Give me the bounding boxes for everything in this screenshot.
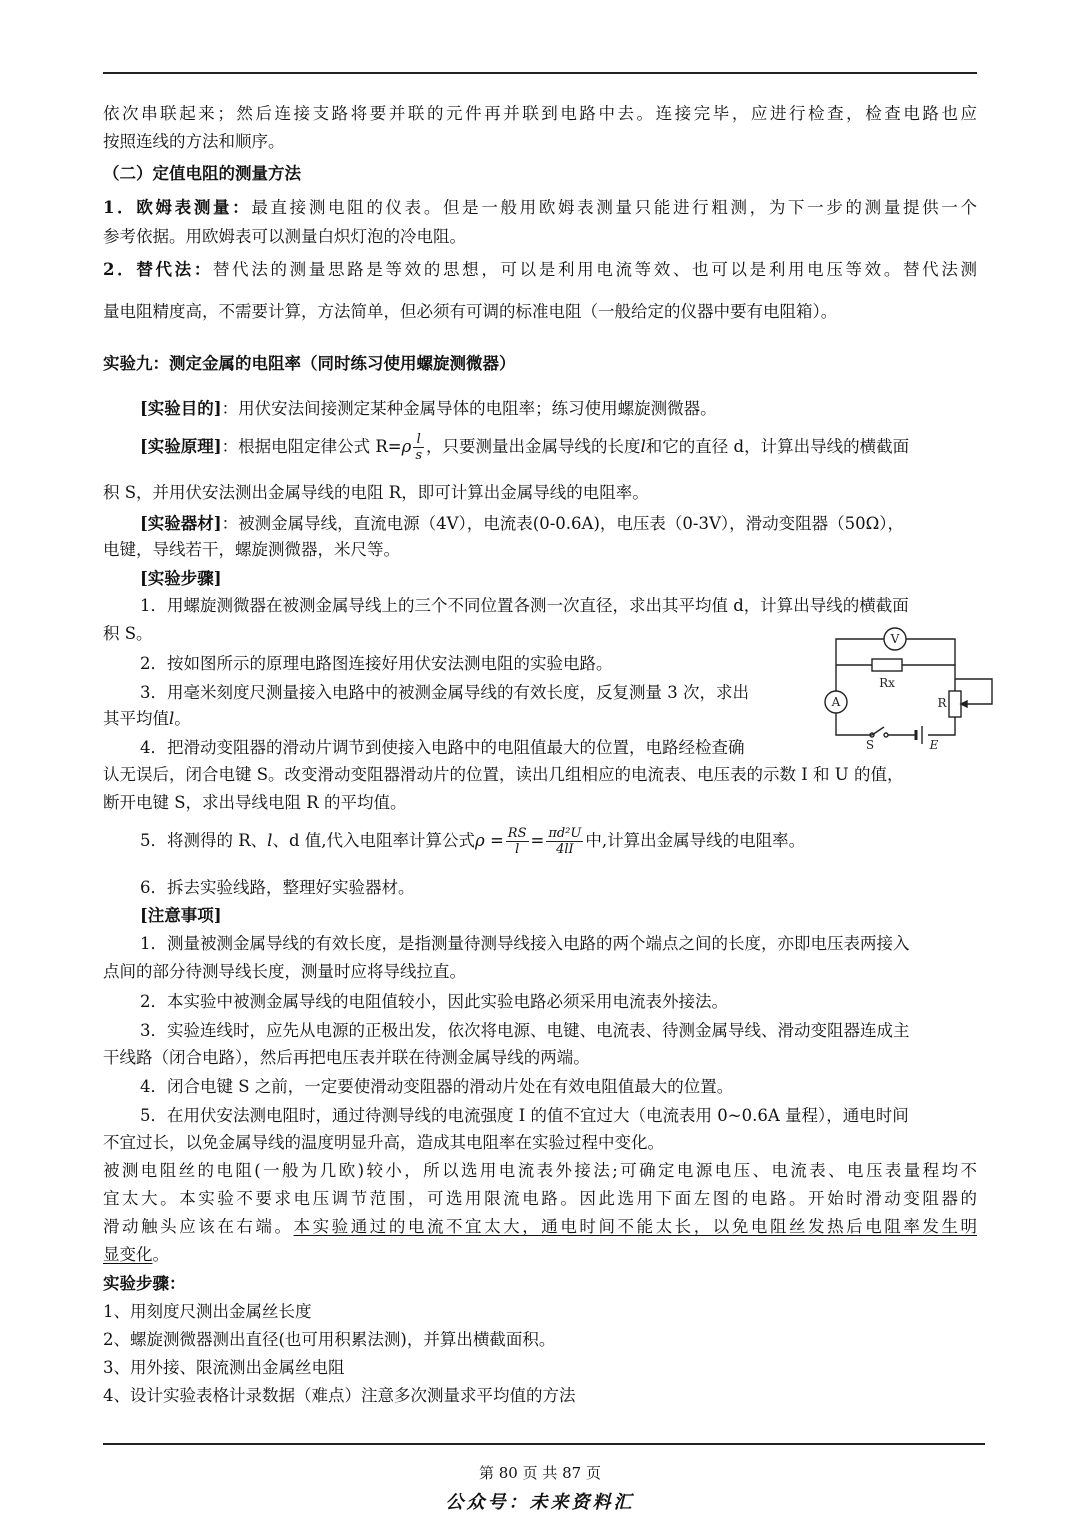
resistivity-formula: $\frac{RS}{l}$: [507, 826, 527, 857]
paragraph-line: 其平均值l。: [103, 709, 191, 728]
paragraph-line: 积 S。: [103, 624, 153, 643]
ammeter-label: A: [831, 695, 841, 709]
paragraph-line: 积 S，并用伏安法测出金属导线的电阻 R，即可计算出金属导线的电阻率。: [103, 483, 649, 502]
list-item: 2、螺旋测微器测出直径(也可用积累法测)，并算出横截面积。: [103, 1330, 556, 1349]
paragraph-line: 宜太大。本实验不要求电压调节范围，可选用限流电路。因此选用下面左图的电路。开始时滑动变阻器的: [103, 1189, 977, 1208]
paragraph-line: 不宜过长，以免金属导线的温度明显升高，造成其电阻率在实验过程中变化。: [103, 1133, 664, 1152]
paragraph-line: 参考依据。用欧姆表可以测量白炽灯泡的冷电阻。: [103, 227, 466, 246]
step-5: 5．将测得的 R、l、d 值,代入电阻率计算公式ρ = $\frac{RS}{l}$ = $\frac{\text{πd²U}}{4lI}$ 中,计算出金属导线的电阻率。: [140, 826, 806, 857]
method-2-label: 2．替代法：: [103, 260, 213, 279]
paragraph-line: 电键，导线若干，螺旋测微器，米尺等。: [103, 540, 400, 559]
circuit-diagram: [818, 625, 996, 753]
method-2: 2．替代法：替代法的测量思路是等效的思想，可以是利用电流等效、也可以是利用电压等效。替代法测: [103, 260, 977, 279]
rheostat-label: R: [937, 696, 947, 710]
purpose: [实验目的]：用伏安法间接测定某种金属导体的电阻率；练习使用螺旋测微器。: [140, 399, 717, 418]
paragraph-line: 认无误后，闭合电键 S。改变滑动变阻器滑动片的位置，读出几组相应的电流表、电压表的示数 I 和 U 的值，: [103, 765, 904, 784]
equipment: [实验器材]：被测金属导线，直流电源（4V），电流表(0-0.6A)，电压表（0-3V），滑动变阻器（50Ω），: [140, 514, 905, 533]
section-heading: （二）定值电阻的测量方法: [103, 164, 301, 183]
paragraph-line: 依次串联起来；然后连接支路将要并联的元件再并联到电路中去。连接完毕，应进行检查，检查电路也应: [103, 104, 977, 123]
list-item: 3、用外接、限流测出金属丝电阻: [103, 1358, 345, 1377]
method-1-label: 1．欧姆表测量：: [103, 198, 252, 217]
list-item: 1、用刻度尺测出金属丝长度: [103, 1302, 312, 1321]
paragraph-line: 点间的部分待测导线长度，测量时应将导线拉直。: [103, 962, 466, 981]
note-1: 1．测量被测金属导线的有效长度，是指测量待测导线接入电路的两个端点之间的长度，亦即电压表两接入: [140, 934, 910, 953]
paragraph-line: 被测电阻丝的电阻(一般为几欧)较小，所以选用电流表外接法;可确定电源电压、电流表、电压表量程均不: [103, 1161, 977, 1180]
header-rule: [103, 72, 977, 74]
page-number: 第 80 页 共 87 页: [478, 1464, 601, 1482]
resistance-formula: $\frac{l}{s}$: [415, 432, 422, 463]
paragraph-line: 按照连线的方法和顺序。: [103, 132, 285, 151]
note-5: 5．在用伏安法测电阻时，通过待测导线的电流强度 I 的值不宜过大（电流表用 0~0.6A 量程），通电时间: [140, 1106, 909, 1125]
method-1: 1．欧姆表测量：最直接测电阻的仪表。但是一般用欧姆表测量只能进行粗测，为下一步的测量提供一个: [103, 198, 978, 217]
list-item: 4、设计实验表格计录数据（难点）注意多次测量求平均值的方法: [103, 1386, 576, 1405]
note-3: 3．实验连线时，应先从电源的正极出发，依次将电源、电键、电流表、待测金属导线、滑动变阻器连成主: [140, 1021, 910, 1040]
brand-watermark: 公众号：未来资料汇: [445, 1492, 635, 1513]
step-2: 2．按如图所示的原理电路图连接好用伏安法测电阻的实验电路。: [140, 654, 613, 673]
paragraph-line: 滑动触头应该在右端。本实验通过的电流不宜太大，通电时间不能太长，以免电阻丝发热后电阻率发生明: [103, 1217, 978, 1236]
footer-rule: [103, 1443, 985, 1445]
notes-heading: [注意事项]: [140, 906, 222, 925]
switch-label: S: [865, 738, 875, 752]
voltmeter-label: V: [890, 632, 900, 646]
paragraph-line: 断开电键 S，求出导线电阻 R 的平均值。: [103, 793, 407, 812]
step-6: 6．拆去实验线路，整理好实验器材。: [140, 878, 415, 897]
steps-heading: [实验步骤]: [140, 569, 222, 588]
paragraph-line: 显变化。: [103, 1245, 169, 1264]
step-4: 4．把滑动变阻器的滑动片调节到使接入电路中的电阻值最大的位置，电路经检查确: [140, 738, 745, 757]
note-4: 4．闭合电键 S 之前，一定要使滑动变阻器的滑动片处在有效电阻值最大的位置。: [140, 1077, 734, 1096]
paragraph-line: 干线路（闭合电路），然后再把电压表并联在待测金属导线的两端。: [103, 1048, 590, 1067]
paragraph-line: 量电阻精度高，不需要计算，方法简单，但必须有可调的标准电阻（一般给定的仪器中要有电阻箱）。: [103, 302, 838, 321]
principle: [实验原理]：根据电阻定律公式 R=ρ $\frac{l}{s}$ ，只要测量出金属导线的长度l和它的直径 d，计算出导线的横截面: [140, 432, 910, 463]
step-1: 1．用螺旋测微器在被测金属导线上的三个不同位置各测一次直径，求出其平均值 d，计算出导线的横截面: [140, 596, 909, 615]
note-2: 2．本实验中被测金属导线的电阻值较小，因此实验电路必须采用电流表外接法。: [140, 992, 728, 1011]
rx-label: Rx: [879, 676, 895, 690]
experiment-title: 实验九：测定金属的电阻率（同时练习使用螺旋测微器）: [103, 354, 516, 373]
step-3: 3．用毫米刻度尺测量接入电路中的被测金属导线的有效长度，反复测量 3 次，求出: [140, 683, 749, 702]
battery-label: E: [929, 738, 939, 752]
steps2-heading: 实验步骤：: [103, 1274, 186, 1293]
underlined-text: 本实验通过的电流不宜太大，通电时间不能太长，以免电阻丝发热后电阻率发生明: [293, 1217, 978, 1236]
